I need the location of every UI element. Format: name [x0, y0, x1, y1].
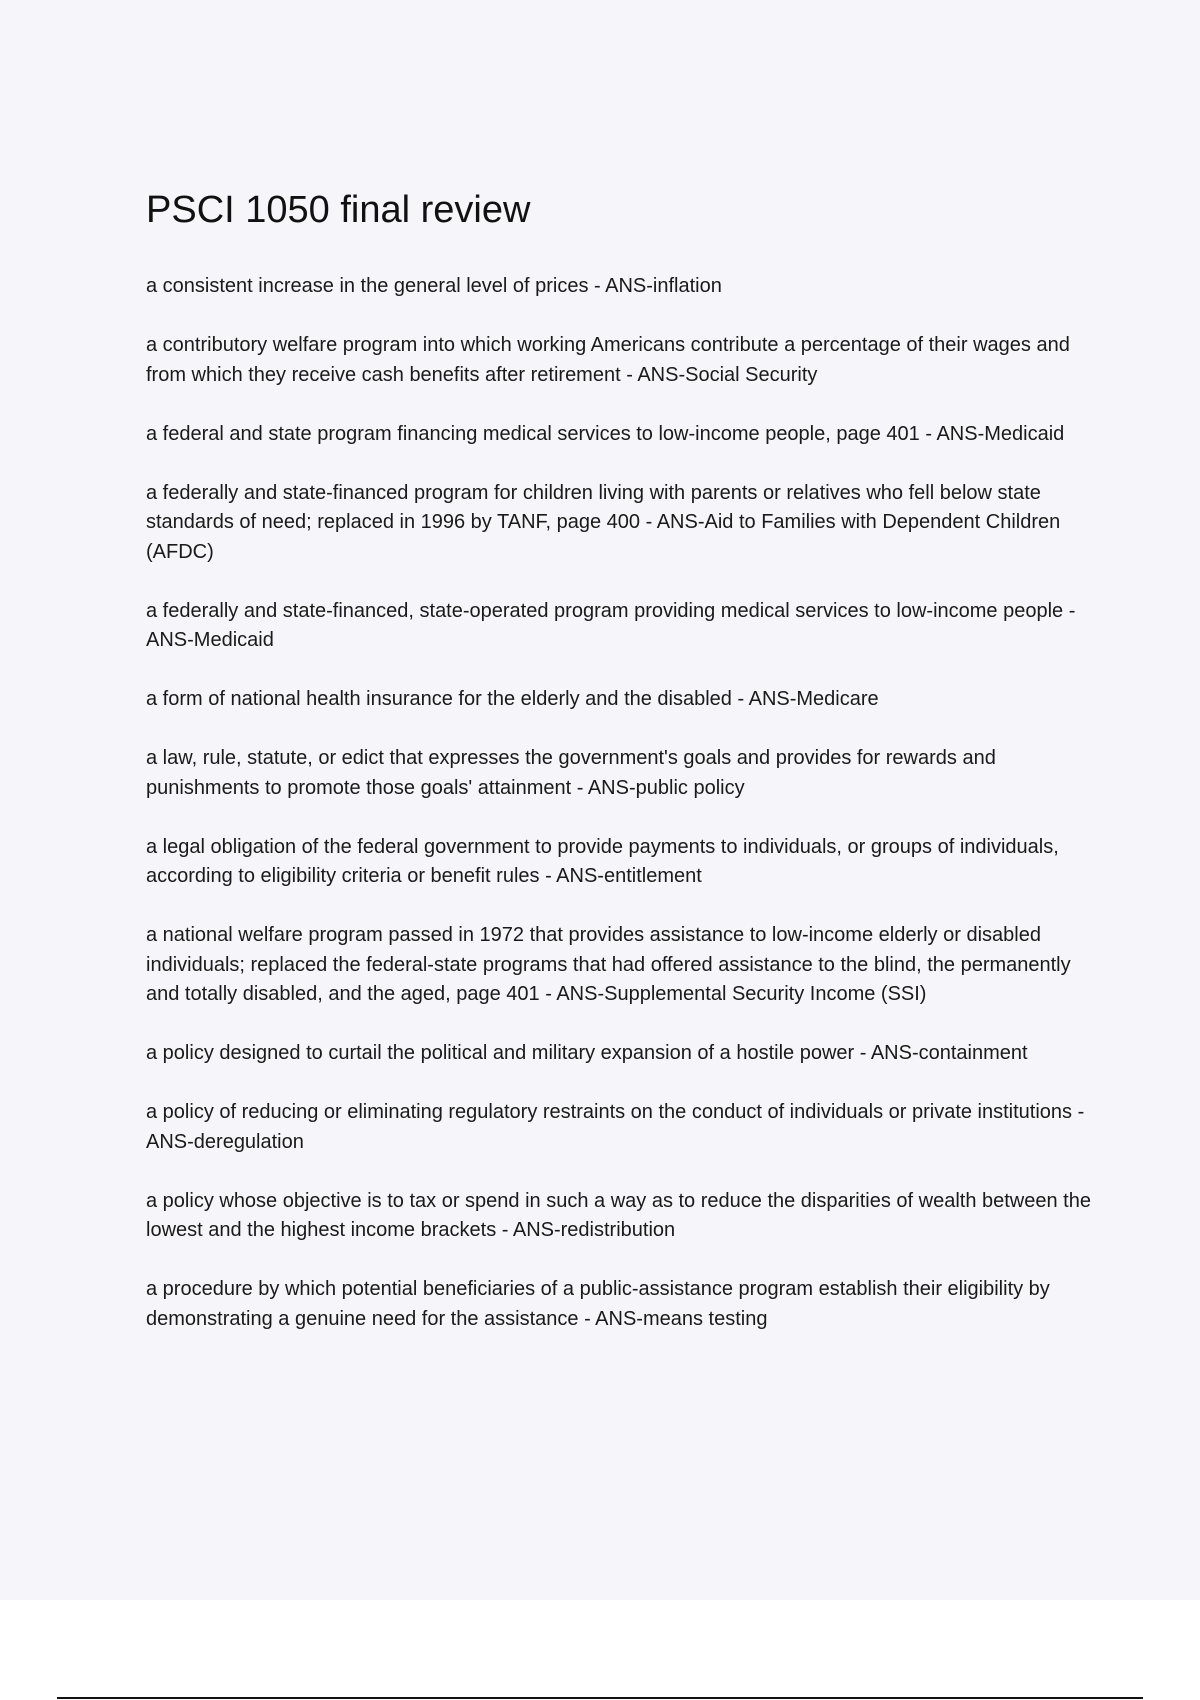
footer-divider — [57, 1697, 1143, 1699]
review-entry: a procedure by which potential beneficiaries of a public-assistance program establish their eligibility by demonstrating a genuine need for the assistance - ANS-means testing — [146, 1278, 1050, 1330]
review-entry: a federally and state-financed program for children living with parents or relatives who fell below state standards of need; replaced in 1996 by TANF, page 400 - ANS-Aid to Families with Dependent Children (AFDC) — [146, 481, 1061, 563]
review-entry: a contributory welfare program into which working Americans contribute a percentage of their wages and from which they receive cash benefits after retirement - ANS-Social Security — [146, 334, 1070, 386]
document-title: PSCI 1050 final review — [146, 189, 531, 231]
review-entry: a national welfare program passed in 1972 that provides assistance to low-income elderly or disabled individuals; replaced the federal-state programs that had offered assistance to the blind, the permanently and totally disabled, and the aged, page 401 - ANS-Supplemental Security Income (SSI) — [146, 924, 1071, 1005]
document-content — [146, 186, 1096, 1364]
review-entry: a federally and state-financed, state-operated program providing medical services to low-income people - ANS-Medicaid — [146, 599, 1076, 651]
review-entry: a consistent increase in the general level of prices - ANS-inflation — [146, 275, 722, 297]
review-entry: a policy whose objective is to tax or spend in such a way as to reduce the disparities of wealth between the lowest and the highest income brackets - ANS-redistribution — [146, 1189, 1091, 1241]
review-entry: a law, rule, statute, or edict that expresses the government's goals and provides for rewards and punishments to promote those goals' attainment - ANS-public policy — [146, 747, 996, 799]
review-entry: a form of national health insurance for the elderly and the disabled - ANS-Medicare — [146, 688, 879, 710]
review-entry: a federal and state program financing medical services to low-income people, page 401 - ANS-Medicaid — [146, 422, 1065, 445]
review-entry: a legal obligation of the federal government to provide payments to individuals, or groups of individuals, according to eligibility criteria or benefit rules - ANS-entitlement — [146, 835, 1059, 887]
review-entry-list — [146, 272, 1096, 1334]
review-entry: a policy of reducing or eliminating regulatory restraints on the conduct of individuals or private institutions - ANS-deregulation — [146, 1101, 1085, 1153]
review-entry: a policy designed to curtail the political and military expansion of a hostile power - ANS-containment — [146, 1042, 1028, 1064]
